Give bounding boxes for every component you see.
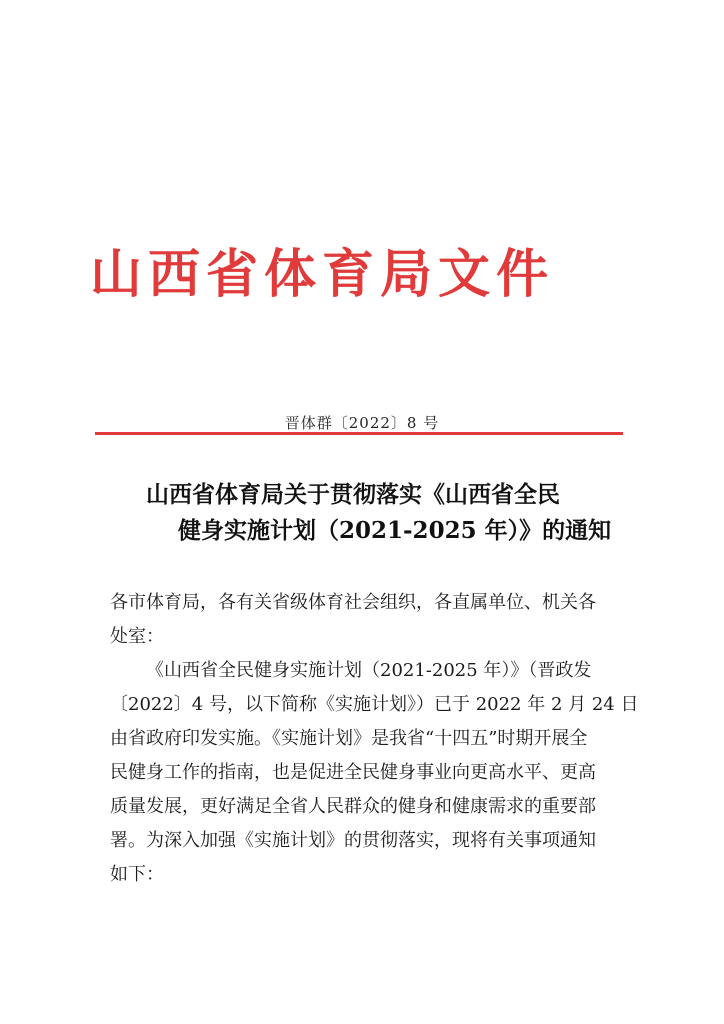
body-line: 署。为深入加强《实施计划》的贯彻落实，现将有关事项通知 [110, 830, 596, 851]
body-line: 民健身工作的指南，也是促进全民健身事业向更高水平、更高 [110, 762, 596, 783]
body-line: 《山西省全民健身实施计划（2021-2025 年）》（晋政发 [146, 660, 592, 681]
body-line: 由省政府印发实施。《实施计划》是我省“十四五”时期开展全 [110, 728, 588, 749]
body-line: 质量发展，更好满足全省人民群众的健身和健康需求的重要部 [110, 796, 596, 817]
body-line: 各市体育局，各有关省级体育社会组织，各直属单位、机关各 [110, 592, 596, 613]
title-line-2: 健身实施计划（2021-2025 年）》的通知 [178, 517, 612, 544]
title-line-1: 山西省体育局关于贯彻落实《山西省全民 [146, 481, 560, 508]
document-body [110, 586, 690, 892]
body-line: 如下： [110, 864, 164, 885]
red-divider-line [95, 432, 623, 435]
document-number: 晋体群〔2022〕8 号 [284, 414, 440, 432]
document-title [110, 477, 650, 549]
body-line: 处室： [110, 626, 164, 647]
issuer-header: 山西省体育局文件 [90, 245, 555, 305]
body-line: 〔2022〕4 号，以下简称《实施计划》）已于 2022 年 2 月 24 日 [110, 694, 639, 715]
